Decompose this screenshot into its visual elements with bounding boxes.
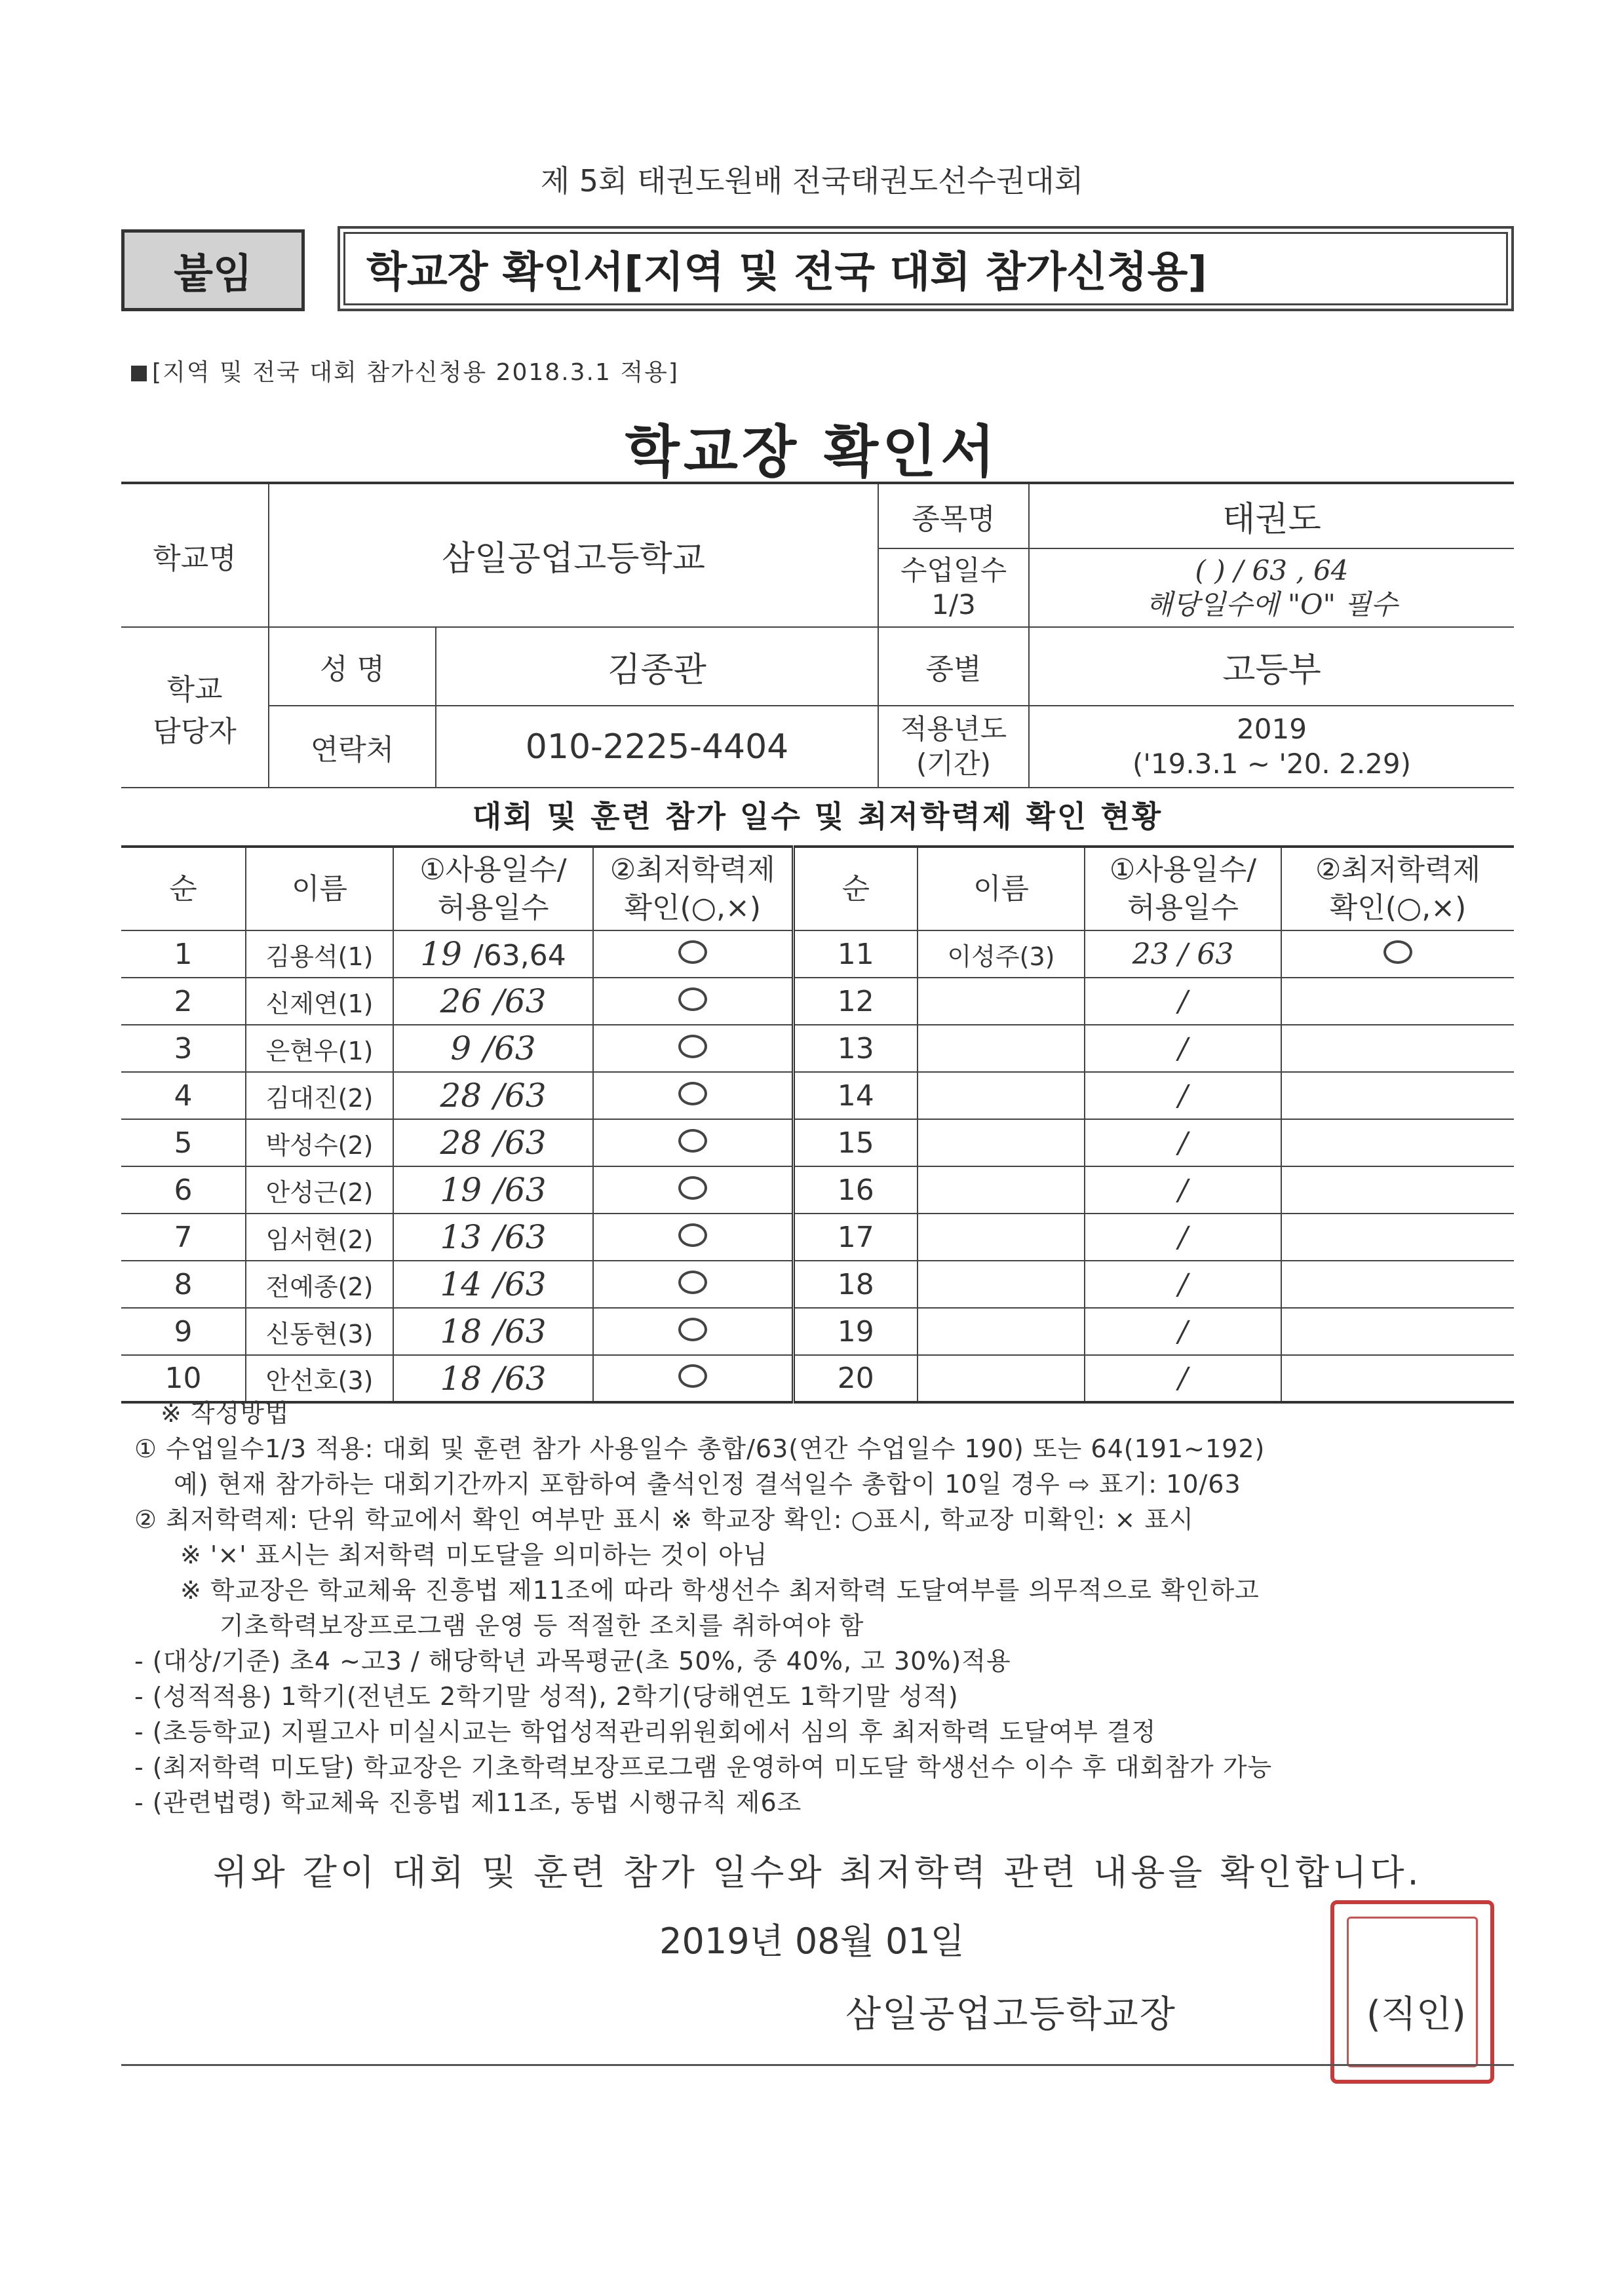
used-days-value: 26 bbox=[440, 982, 482, 1020]
confirm-mark bbox=[593, 978, 793, 1025]
row-no: 6 bbox=[121, 1166, 246, 1214]
header-confirm: ②최저학력제 확인(○,×) bbox=[593, 847, 793, 930]
class-days-label: 수업일수 1/3 bbox=[878, 548, 1029, 627]
confirm-mark bbox=[593, 1025, 793, 1072]
confirm-mark bbox=[593, 930, 793, 978]
used-days-value: 18 bbox=[440, 1359, 482, 1398]
competition-title: 제 5회 태권도원배 전국태권도선수권대회 bbox=[540, 163, 1084, 199]
circle-mark-icon bbox=[678, 940, 707, 964]
row-no: 1 bbox=[121, 930, 246, 978]
header-no: 순 bbox=[121, 847, 246, 930]
school-name-label: 학교명 bbox=[121, 483, 269, 627]
manager-label: 학교 담당자 bbox=[121, 627, 269, 788]
row-no: 17 bbox=[793, 1214, 918, 1261]
student-name bbox=[918, 1166, 1085, 1214]
confirm-mark bbox=[593, 1308, 793, 1355]
year: 2019 bbox=[1237, 713, 1307, 745]
student-name: 임서현(2) bbox=[246, 1214, 393, 1261]
used-days: / bbox=[1085, 1119, 1281, 1166]
row-no: 5 bbox=[121, 1119, 246, 1166]
row-no: 10 bbox=[121, 1355, 246, 1402]
event-label: 종목명 bbox=[878, 483, 1029, 548]
allowed-days-value: /63 bbox=[493, 1312, 547, 1350]
header-name: 이름 bbox=[918, 847, 1085, 930]
row-no: 20 bbox=[793, 1355, 918, 1402]
used-days-value: 13 bbox=[440, 1218, 482, 1256]
name-label: 성 명 bbox=[269, 627, 436, 706]
used-days bbox=[393, 930, 593, 978]
used-days-value: 19 bbox=[420, 935, 462, 973]
student-name bbox=[918, 1308, 1085, 1355]
student-name bbox=[918, 1214, 1085, 1261]
student-name: 이성주(3) bbox=[918, 930, 1085, 978]
used-days bbox=[393, 1119, 593, 1166]
allowed-days-value: /63 bbox=[493, 1218, 547, 1256]
row-no: 16 bbox=[793, 1166, 918, 1214]
confirm-mark bbox=[593, 1072, 793, 1119]
circle-mark-icon bbox=[678, 1223, 707, 1247]
used-days-value: 19 bbox=[440, 1171, 482, 1209]
instruction-line: ※ 작성방법 bbox=[161, 1399, 290, 1428]
seal-label: (직인) bbox=[1366, 1993, 1466, 2036]
manager-name: 김종관 bbox=[436, 627, 878, 706]
used-days bbox=[393, 1261, 593, 1308]
confirm-mark bbox=[1281, 978, 1514, 1025]
header-confirm: ②최저학력제 확인(○,×) bbox=[1281, 847, 1514, 930]
student-name bbox=[918, 1072, 1085, 1119]
student-name: 신동현(3) bbox=[246, 1308, 393, 1355]
instruction-line: ※ 학교장은 학교체육 진흥법 제11조에 따라 학생선수 최저학력 도달여부를 의무적으로 확인하고 bbox=[180, 1576, 1260, 1605]
confirm-text: 위와 같이 대회 및 훈련 참가 일수와 최저학력 관련 내용을 확인합니다. bbox=[213, 1852, 1422, 1893]
used-days: / bbox=[1085, 1261, 1281, 1308]
used-days-value: 28 bbox=[440, 1124, 482, 1162]
principal-name: 삼일공업고등학교장 bbox=[845, 1993, 1176, 2036]
circle-mark-icon bbox=[1383, 940, 1412, 964]
instruction-line: - (최저학력 미도달) 학교장은 기초학력보장프로그램 운영하여 미도달 학생선수 이수 후 대회참가 가능 bbox=[134, 1753, 1273, 1782]
student-name: 김용석(1) bbox=[246, 930, 393, 978]
student-name: 김대진(2) bbox=[246, 1072, 393, 1119]
used-days: 23 / 63 bbox=[1085, 930, 1281, 978]
year-label: 적용년도 (기간) bbox=[878, 706, 1029, 788]
used-days bbox=[393, 1025, 593, 1072]
student-name: 은현우(1) bbox=[246, 1025, 393, 1072]
allowed-days-value: /63 bbox=[493, 1124, 547, 1162]
circle-mark-icon bbox=[678, 1129, 707, 1153]
table-row bbox=[121, 978, 1514, 1025]
circle-mark-icon bbox=[678, 1318, 707, 1341]
header-days: ①사용일수/ 허용일수 bbox=[393, 847, 593, 930]
confirm-mark bbox=[1281, 1072, 1514, 1119]
instruction-line: - (관련법령) 학교체육 진흥법 제11조, 동법 시행규칙 제6조 bbox=[134, 1788, 802, 1817]
confirm-mark bbox=[1281, 930, 1514, 978]
used-days bbox=[393, 1072, 593, 1119]
row-no: 4 bbox=[121, 1072, 246, 1119]
circle-mark-icon bbox=[678, 1364, 707, 1388]
confirm-mark bbox=[1281, 1119, 1514, 1166]
class-days-options: ( ) / 63 , 64 bbox=[1195, 554, 1349, 586]
allowed-days-value: /63 bbox=[493, 1265, 547, 1303]
square-bullet-icon bbox=[131, 366, 147, 381]
student-name: 안성근(2) bbox=[246, 1166, 393, 1214]
table-body bbox=[121, 930, 1514, 1402]
used-days-value: 14 bbox=[440, 1265, 482, 1303]
allowed-days-value: /63,64 bbox=[473, 939, 566, 972]
row-no: 13 bbox=[793, 1025, 918, 1072]
table-row bbox=[121, 1119, 1514, 1166]
date: 2019년 08월 01일 bbox=[659, 1921, 965, 1962]
confirm-mark bbox=[593, 1119, 793, 1166]
row-no: 18 bbox=[793, 1261, 918, 1308]
bottom-divider bbox=[121, 2064, 1514, 2066]
banner-title: 학교장 확인서[지역 및 전국 대회 참가신청용] bbox=[338, 226, 1514, 311]
allowed-days-value: /63 bbox=[483, 1029, 536, 1067]
class-days-value bbox=[1029, 548, 1514, 627]
table-row bbox=[121, 1308, 1514, 1355]
row-no: 12 bbox=[793, 978, 918, 1025]
division-label: 종별 bbox=[878, 627, 1029, 706]
table-row bbox=[121, 1261, 1514, 1308]
used-days bbox=[393, 1214, 593, 1261]
contact-value: 010-2225-4404 bbox=[436, 706, 878, 788]
used-days-value: 28 bbox=[440, 1077, 482, 1115]
header-name: 이름 bbox=[246, 847, 393, 930]
confirm-mark bbox=[593, 1166, 793, 1214]
year-value bbox=[1029, 706, 1514, 788]
used-days: / bbox=[1085, 1355, 1281, 1402]
instruction-line: ※ '×' 표시는 최저학력 미도달을 의미하는 것이 아님 bbox=[180, 1540, 768, 1569]
used-days-value: 9 bbox=[450, 1029, 472, 1067]
used-days: / bbox=[1085, 1166, 1281, 1214]
instruction-line: - (대상/기준) 초4 ~고3 / 해당학년 과목평균(초 50%, 중 40%, 고 30%)적용 bbox=[134, 1647, 1011, 1675]
student-name bbox=[918, 1261, 1085, 1308]
circle-mark-icon bbox=[678, 1176, 707, 1200]
header-days: ①사용일수/ 허용일수 bbox=[1085, 847, 1281, 930]
confirm-mark bbox=[593, 1214, 793, 1261]
row-no: 19 bbox=[793, 1308, 918, 1355]
class-days-note: 해당일수에 "O" 필수 bbox=[1146, 588, 1398, 621]
document-title: 학교장 확인서 bbox=[625, 419, 999, 485]
confirm-mark bbox=[1281, 1214, 1514, 1261]
period: ('19.3.1 ~ '20. 2.29) bbox=[1132, 747, 1412, 780]
instructions bbox=[134, 1396, 1517, 1820]
info-table bbox=[121, 482, 1514, 788]
used-days: / bbox=[1085, 1025, 1281, 1072]
confirm-mark bbox=[1281, 1025, 1514, 1072]
allowed-days-value: /63 bbox=[493, 1171, 547, 1209]
student-name bbox=[918, 978, 1085, 1025]
confirm-mark bbox=[1281, 1308, 1514, 1355]
circle-mark-icon bbox=[678, 987, 707, 1011]
student-name: 신제연(1) bbox=[246, 978, 393, 1025]
used-days: / bbox=[1085, 1308, 1281, 1355]
instruction-line: - (성적적용) 1학기(전년도 2학기말 성적), 2학기(당해연도 1학기말 성적) bbox=[134, 1682, 959, 1711]
row-no: 8 bbox=[121, 1261, 246, 1308]
instruction-line: 예) 현재 참가하는 대회기간까지 포함하여 출석인정 결석일수 총합이 10일 경우 ⇨ 표기: 10/63 bbox=[174, 1470, 1241, 1499]
school-name: 삼일공업고등학교 bbox=[269, 483, 878, 627]
used-days: / bbox=[1085, 1214, 1281, 1261]
used-days bbox=[393, 1308, 593, 1355]
allowed-days-value: /63 bbox=[493, 982, 547, 1020]
student-name: 박성수(2) bbox=[246, 1119, 393, 1166]
instruction-line: ① 수업일수1/3 적용: 대회 및 훈련 참가 사용일수 총합/63(연간 수업일수 190) 또는 64(191~192) bbox=[134, 1434, 1266, 1463]
row-no: 15 bbox=[793, 1119, 918, 1166]
confirm-mark bbox=[1281, 1166, 1514, 1214]
table-row bbox=[121, 930, 1514, 978]
student-name bbox=[918, 1119, 1085, 1166]
event-value: 태권도 bbox=[1029, 483, 1514, 548]
used-days-value: 18 bbox=[440, 1312, 482, 1350]
notice bbox=[131, 354, 679, 387]
student-name: 안선호(3) bbox=[246, 1355, 393, 1402]
contact-label: 연락처 bbox=[269, 706, 436, 788]
instruction-line: 기초학력보장프로그램 운영 등 적절한 조치를 취하여야 함 bbox=[220, 1611, 864, 1640]
row-no: 2 bbox=[121, 978, 246, 1025]
instruction-line: - (초등학교) 지필고사 미실시교는 학업성적관리위원회에서 심의 후 최저학력 도달여부 결정 bbox=[134, 1717, 1157, 1746]
row-no: 9 bbox=[121, 1308, 246, 1355]
student-name bbox=[918, 1025, 1085, 1072]
table-row bbox=[121, 1072, 1514, 1119]
used-days: / bbox=[1085, 1072, 1281, 1119]
confirm-mark bbox=[593, 1261, 793, 1308]
header-no: 순 bbox=[793, 847, 918, 930]
row-no: 3 bbox=[121, 1025, 246, 1072]
row-no: 14 bbox=[793, 1072, 918, 1119]
row-no: 7 bbox=[121, 1214, 246, 1261]
division-value: 고등부 bbox=[1029, 627, 1514, 706]
circle-mark-icon bbox=[678, 1082, 707, 1105]
used-days bbox=[393, 1166, 593, 1214]
table-row bbox=[121, 1214, 1514, 1261]
student-name: 전예종(2) bbox=[246, 1261, 393, 1308]
row-no: 11 bbox=[793, 930, 918, 978]
circle-mark-icon bbox=[678, 1271, 707, 1294]
table-row bbox=[121, 1166, 1514, 1214]
table-row bbox=[121, 1025, 1514, 1072]
attachment-label: 붙임 bbox=[121, 229, 305, 311]
confirm-mark bbox=[1281, 1261, 1514, 1308]
used-days bbox=[393, 978, 593, 1025]
allowed-days-value: /63 bbox=[493, 1359, 547, 1398]
section-heading: 대회 및 훈련 참가 일수 및 최저학력제 확인 현황 bbox=[472, 799, 1163, 834]
participation-table bbox=[121, 845, 1514, 1404]
circle-mark-icon bbox=[678, 1035, 707, 1058]
allowed-days-value: /63 bbox=[493, 1077, 547, 1115]
notice-text: [지역 및 전국 대회 참가신청용 2018.3.1 적용] bbox=[152, 359, 679, 386]
used-days: / bbox=[1085, 978, 1281, 1025]
instruction-line: ② 최저학력제: 단위 학교에서 확인 여부만 표시 ※ 학교장 확인: ○표시, 학교장 미확인: × 표시 bbox=[134, 1505, 1194, 1534]
